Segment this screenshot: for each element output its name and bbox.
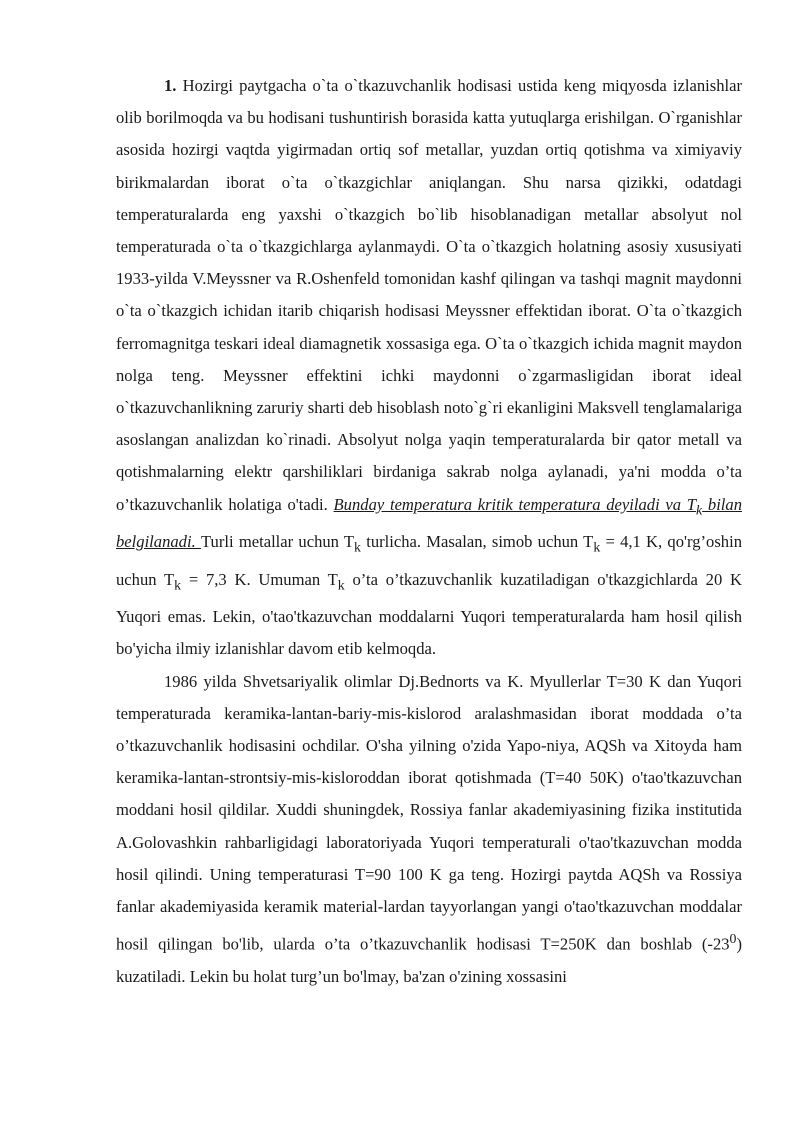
superscript: 0 <box>729 931 737 947</box>
subscript: k <box>174 576 182 592</box>
text-run: ) kuzatiladi. Lekin bu holat turg’un bo'lmay, ba'zan o'zining xossasini <box>116 934 742 986</box>
text-run: Turli metallar uchun T <box>200 532 355 552</box>
subscript: k <box>696 501 703 517</box>
text-run: Bunday temperatura kritik temperatura deyiladi va T <box>333 494 697 514</box>
body-text <box>116 70 742 993</box>
text-run: = 7,3 K. Umuman T <box>181 569 338 589</box>
text-run: o’ta o’tkazuvchanlik kuzatiladigan o'tkazgichlarda 20 K Yuqori emas. Lekin, o'tao'tkazuvchan moddalarni Yuqori temperaturalarda ham hosil qilish bo'yicha ilmiy izlanishlar davom etib kelmoqda. <box>116 569 742 659</box>
text-run: 1986 yilda Shvetsariyalik olimlar Dj.Bednorts va K. Myullerlar T=30 K dan Yuqori temperaturada keramika-lantan-bariy-mis-kislorod aralashmasidan iborat moddada o’ta o’tkazuvchanlik hodisasini ochdilar. O'sha yilning o'zida Yapo-niya, AQSh va Xitoyda ham keramika-lantan-strontsiy-mis-kisloroddan iborat qotishmada (T=40 50K) o'tao'tkazuvchan moddani hosil qildilar. Xuddi shuningdek, Rossiya fanlar akademiyasining fizika institutida A.Golovashkin rahbarligidagi laboratoriyada Yuqori temperaturali o'tao'tkazuvchan modda hosil qilindi. Uning temperaturasi T=90 100 K ga teng. Hozirgi paytda AQSh va Rossiya fanlar akademiyasida keramik material-lardan tayyorlangan yangi o'tao'tkazuvchan moddalar hosil qilingan bo'lib, ularda o’ta o’tkazuvchanlik hodisasi T=250K dan boshlab (-23 <box>116 671 742 954</box>
text-run: turlicha. Masalan, simob uchun T <box>360 532 594 552</box>
text-run: bilan belgilanadi. <box>116 494 743 552</box>
paragraph-2 <box>116 666 742 994</box>
subscript: k <box>337 576 345 592</box>
text-run: Hozirgi paytgacha o`ta o`tkazuvchanlik hodisasi ustida keng miqyosda izlanishlar olib borilmoqda va bu hodisani tushuntirish borasida katta yutuqlarga erishilgan. O`rganishlar asosida hozirgi vaqtda yigirmadan ortiq sof metallar, yuzdan ortiq qotishma va ximiyaviy birikmalardan iborat o`ta o`tkazgichlar aniqlangan. Shu narsa qizikki, odatdagi temperaturalarda eng yaxshi o`tkazgich bo`lib hisoblanadigan metallar absolyut nol temperaturada o`ta o`tkazgichlarga aylanmaydi. O`ta o`tkazgich holatning asosiy xususiyati 1933-yilda V.Meyssner va R.Oshenfeld tomonidan kashf qilingan va tashqi magnit maydonni o`ta o`tkazgich ichidan itarib chiqarish hodisasi Meyssner effektidan iborat. O`ta o`tkazgich ferromagnitga teskari ideal diamagnetik xossasiga ega. O`ta o`tkazgich ichida magnit maydon nolga teng. Meyssner effektini ichki maydonni o`zgarmasligidan iborat ideal o`tkazuvchanlikning zaruriy sharti deb hisoblash noto`g`ri ekanligini Maksvell tenglamalariga asoslangan analizdan ko`rinadi. Absolyut nolga yaqin temperaturalarda bir qator metall va qotishmalarning elektr qarshiliklari birdaniga sakrab nolga aylanadi, ya'ni modda o’ta o’tkazuvchanlik holatiga o'tadi. <box>116 76 742 514</box>
subscript: k <box>593 539 601 555</box>
text-run: = 4,1 K, qo'rg’oshin uchun T <box>116 532 743 589</box>
section-number: 1. <box>164 76 177 95</box>
paragraph-1 <box>116 70 742 666</box>
subscript: k <box>354 539 361 555</box>
